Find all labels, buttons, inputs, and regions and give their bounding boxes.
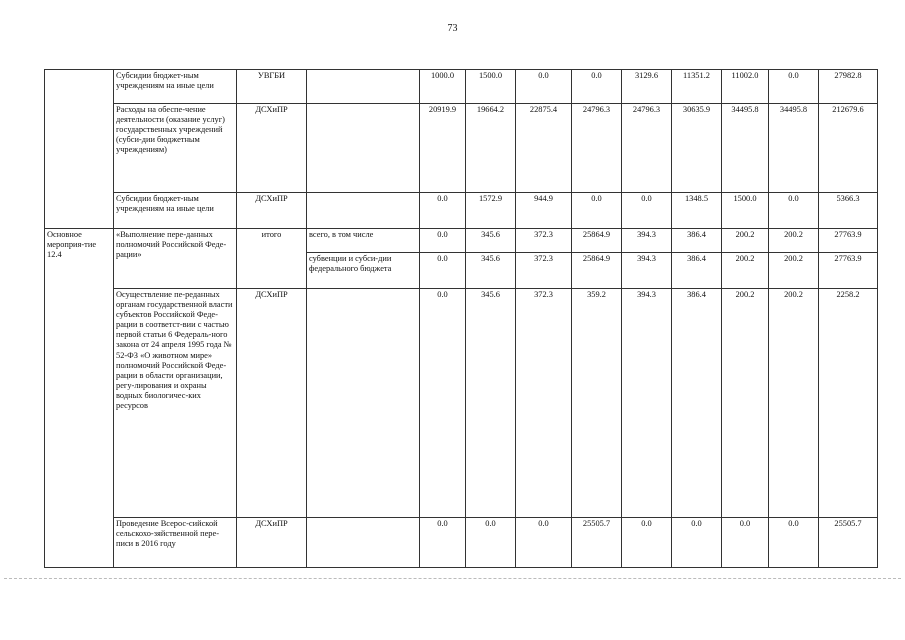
value-cell: 386.4 bbox=[672, 289, 722, 518]
table-row bbox=[45, 518, 878, 568]
value-cell: 345.6 bbox=[466, 229, 516, 253]
event-cell bbox=[45, 70, 114, 229]
value-cell: 0.0 bbox=[420, 193, 466, 229]
value-cell: 3129.6 bbox=[622, 70, 672, 104]
value-cell: 0.0 bbox=[769, 193, 819, 229]
value-cell: 34495.8 bbox=[769, 104, 819, 193]
value-cell: 0.0 bbox=[420, 253, 466, 289]
value-cell: 200.2 bbox=[769, 289, 819, 518]
executor-cell: итого bbox=[237, 229, 307, 289]
value-cell: 200.2 bbox=[769, 229, 819, 253]
value-cell: 1500.0 bbox=[722, 193, 769, 229]
value-cell: 345.6 bbox=[466, 289, 516, 518]
value-cell: 1348.5 bbox=[672, 193, 722, 229]
table-row bbox=[45, 70, 878, 104]
value-cell: 212679.6 bbox=[819, 104, 878, 193]
value-cell: 394.3 bbox=[622, 253, 672, 289]
table-row bbox=[45, 193, 878, 229]
value-cell: 5366.3 bbox=[819, 193, 878, 229]
executor-cell: ДСХиПР bbox=[237, 518, 307, 568]
name-cell: «Выполнение пере-данных полномочий Российской Феде-рации» bbox=[114, 229, 237, 289]
value-cell: 372.3 bbox=[516, 253, 572, 289]
page-edge-line bbox=[4, 578, 901, 579]
value-cell: 11002.0 bbox=[722, 70, 769, 104]
value-cell: 19664.2 bbox=[466, 104, 516, 193]
value-cell: 0.0 bbox=[516, 518, 572, 568]
value-cell: 0.0 bbox=[466, 518, 516, 568]
value-cell: 25864.9 bbox=[572, 229, 622, 253]
name-cell: Субсидии бюджет-ным учреждениям на иные цели bbox=[114, 70, 237, 104]
table-row bbox=[45, 229, 878, 253]
source-cell: всего, в том числе bbox=[307, 229, 420, 253]
value-cell: 24796.3 bbox=[622, 104, 672, 193]
value-cell: 2258.2 bbox=[819, 289, 878, 518]
source-cell bbox=[307, 518, 420, 568]
name-cell: Осуществление пе-реданных органам государственной власти субъектов Российской Феде-рации в соответст-вии с частью первой статьи 6 Федераль-ного закона от 24 апреля 1995 года № 52-ФЗ «О животном мире» полномочий Российской Феде-рации в области организации, регу-лирования и охраны водных биологичес-ких ресурсов bbox=[114, 289, 237, 518]
executor-cell: ДСХиПР bbox=[237, 289, 307, 518]
value-cell: 372.3 bbox=[516, 229, 572, 253]
table-row bbox=[45, 289, 878, 518]
value-cell: 34495.8 bbox=[722, 104, 769, 193]
value-cell: 0.0 bbox=[672, 518, 722, 568]
value-cell: 0.0 bbox=[622, 518, 672, 568]
source-cell bbox=[307, 104, 420, 193]
value-cell: 359.2 bbox=[572, 289, 622, 518]
source-cell: субвенции и субси-дии федерального бюджета bbox=[307, 253, 420, 289]
value-cell: 1500.0 bbox=[466, 70, 516, 104]
value-cell: 0.0 bbox=[516, 70, 572, 104]
value-cell: 0.0 bbox=[769, 70, 819, 104]
budget-table bbox=[44, 69, 878, 568]
name-cell: Проведение Всерос-сийской сельскохо-зяйственной пере-писи в 2016 году bbox=[114, 518, 237, 568]
table-row bbox=[45, 104, 878, 193]
value-cell: 372.3 bbox=[516, 289, 572, 518]
value-cell: 0.0 bbox=[572, 70, 622, 104]
name-cell: Субсидии бюджет-ным учреждениям на иные цели bbox=[114, 193, 237, 229]
executor-cell: УВГБИ bbox=[237, 70, 307, 104]
value-cell: 200.2 bbox=[722, 253, 769, 289]
value-cell: 0.0 bbox=[420, 229, 466, 253]
value-cell: 386.4 bbox=[672, 253, 722, 289]
value-cell: 345.6 bbox=[466, 253, 516, 289]
source-cell bbox=[307, 193, 420, 229]
value-cell: 944.9 bbox=[516, 193, 572, 229]
value-cell: 1000.0 bbox=[420, 70, 466, 104]
value-cell: 386.4 bbox=[672, 229, 722, 253]
value-cell: 27763.9 bbox=[819, 253, 878, 289]
value-cell: 200.2 bbox=[722, 229, 769, 253]
value-cell: 1572.9 bbox=[466, 193, 516, 229]
value-cell: 0.0 bbox=[769, 518, 819, 568]
value-cell: 25864.9 bbox=[572, 253, 622, 289]
value-cell: 200.2 bbox=[769, 253, 819, 289]
value-cell: 22875.4 bbox=[516, 104, 572, 193]
source-cell bbox=[307, 289, 420, 518]
value-cell: 25505.7 bbox=[572, 518, 622, 568]
value-cell: 394.3 bbox=[622, 289, 672, 518]
page-number: 73 bbox=[447, 23, 458, 34]
value-cell: 11351.2 bbox=[672, 70, 722, 104]
executor-cell: ДСХиПР bbox=[237, 193, 307, 229]
value-cell: 25505.7 bbox=[819, 518, 878, 568]
name-cell: Расходы на обеспе-чение деятельности (оказание услуг) государственных учреждений (субси-дии бюджетным учреждениям) bbox=[114, 104, 237, 193]
value-cell: 24796.3 bbox=[572, 104, 622, 193]
value-cell: 394.3 bbox=[622, 229, 672, 253]
value-cell: 0.0 bbox=[420, 518, 466, 568]
executor-cell: ДСХиПР bbox=[237, 104, 307, 193]
value-cell: 0.0 bbox=[420, 289, 466, 518]
value-cell: 27982.8 bbox=[819, 70, 878, 104]
source-cell bbox=[307, 70, 420, 104]
value-cell: 200.2 bbox=[722, 289, 769, 518]
event-cell: Основное мероприя-тие 12.4 bbox=[45, 229, 114, 568]
value-cell: 27763.9 bbox=[819, 229, 878, 253]
value-cell: 0.0 bbox=[722, 518, 769, 568]
value-cell: 20919.9 bbox=[420, 104, 466, 193]
value-cell: 30635.9 bbox=[672, 104, 722, 193]
value-cell: 0.0 bbox=[622, 193, 672, 229]
value-cell: 0.0 bbox=[572, 193, 622, 229]
